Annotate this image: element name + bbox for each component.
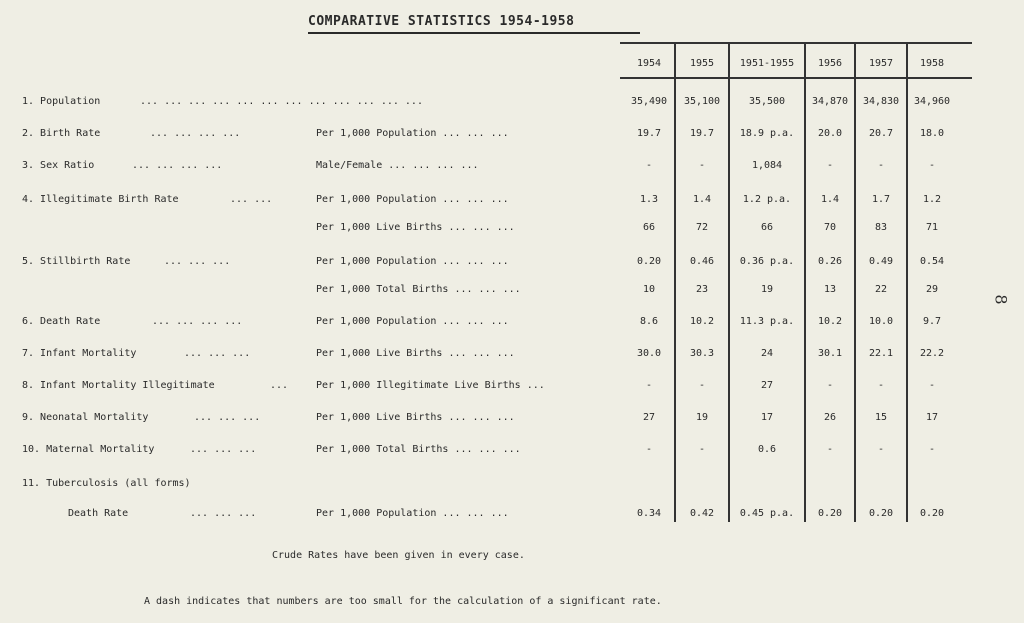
row-unit: Per 1,000 Live Births ... ... ... [316,412,515,423]
row-label: 6. Death Rate [22,316,101,327]
table-cell: 1.2 p.a. [742,194,792,205]
table-cell: 11.3 p.a. [739,316,795,327]
row-unit: Per 1,000 Total Births ... ... ... [316,444,521,455]
row-unit: Per 1,000 Total Births ... ... ... [316,284,521,295]
table-cell: 23 [695,284,709,295]
column-header: 1957 [868,58,894,69]
row-leader-dots: ... ... ... [164,256,231,267]
row-label: 7. Infant Mortality [22,348,137,359]
table-cell: 0.36 p.a. [739,256,795,267]
table-cell: - [928,444,936,455]
table-cell: 0.54 [919,256,945,267]
header-rule [620,77,972,79]
row-label: 5. Stillbirth Rate [22,256,131,267]
column-header: 1954 [636,58,662,69]
table-cell: 19.7 [636,128,662,139]
table-cell: - [877,444,885,455]
table-cell: - [698,160,706,171]
table-cell: 8.6 [639,316,659,327]
table-row [0,444,1024,460]
table-cell: 19 [760,284,774,295]
row-leader-dots: ... ... ... [194,412,261,423]
table-cell: 0.20 [636,256,662,267]
row-leader-dots: ... ... [230,194,273,205]
table-cell: 19.7 [689,128,715,139]
table-cell: - [928,380,936,391]
row-leader-dots: ... ... ... ... ... ... ... ... ... ... ... ... [140,96,423,107]
table-cell: 22.2 [919,348,945,359]
table-cell: 0.20 [919,508,945,519]
table-cell: 1.4 [820,194,840,205]
table-cell: 10.2 [817,316,843,327]
table-cell: 18.0 [919,128,945,139]
table-cell: - [877,380,885,391]
row-unit: Per 1,000 Population ... ... ... [316,316,509,327]
column-header: 1951-1955 [739,58,795,69]
row-leader-dots: ... [270,380,289,391]
row-label: 9. Neonatal Mortality [22,412,149,423]
row-leader-dots: ... ... ... [190,444,257,455]
table-cell: 1.4 [692,194,712,205]
table-cell: 35,500 [748,96,786,107]
table-cell: 24 [760,348,774,359]
table-cell: 0.20 [868,508,894,519]
table-cell: - [826,380,834,391]
table-cell: 1.2 [922,194,942,205]
table-row [0,412,1024,428]
table-cell: - [826,444,834,455]
table-cell: 34,960 [913,96,951,107]
table-cell: 35,100 [683,96,721,107]
table-cell: 10.0 [868,316,894,327]
table-cell: 17 [925,412,939,423]
table-cell: 83 [874,222,888,233]
table-cell: 0.6 [757,444,777,455]
table-cell: 20.7 [868,128,894,139]
table-cell: 10.2 [689,316,715,327]
table-cell: 22 [874,284,888,295]
table-cell: 0.45 p.a. [739,508,795,519]
table-row [0,256,1024,272]
table-cell: - [826,160,834,171]
table-top-rule [620,42,972,44]
table-cell: 72 [695,222,709,233]
table-cell: 30.1 [817,348,843,359]
table-row [0,380,1024,396]
table-cell: 0.49 [868,256,894,267]
page-title: COMPARATIVE STATISTICS 1954-1958 [308,14,575,29]
row-label: 2. Birth Rate [22,128,101,139]
table-row [0,96,1024,112]
table-cell: 1.3 [639,194,659,205]
table-row [0,194,1024,210]
table-cell: 18.9 p.a. [739,128,795,139]
row-leader-dots: ... ... ... [184,348,251,359]
table-cell: 70 [823,222,837,233]
row-unit: Per 1,000 Illegitimate Live Births ... [316,380,545,391]
table-cell: 13 [823,284,837,295]
row-unit: Per 1,000 Population ... ... ... [316,256,509,267]
table-cell: 0.34 [636,508,662,519]
row-leader-dots: ... ... ... ... [150,128,241,139]
table-cell: 17 [760,412,774,423]
table-cell: 10 [642,284,656,295]
row-leader-dots: ... ... ... ... [152,316,243,327]
row-label: 1. Population [22,96,101,107]
table-row [0,284,1024,300]
row-label: 11. Tuberculosis (all forms) [22,478,191,489]
row-leader-dots: ... ... ... ... [132,160,223,171]
table-cell: 0.26 [817,256,843,267]
row-unit: Male/Female ... ... ... ... [316,160,479,171]
table-row [0,222,1024,238]
row-label: 4. Illegitimate Birth Rate [22,194,179,205]
row-unit: Per 1,000 Population ... ... ... [316,128,509,139]
title-underline [308,32,640,34]
table-cell: 9.7 [922,316,942,327]
note-dash-meaning: A dash indicates that numbers are too small for the calculation of a significant rate. [144,596,662,607]
table-cell: - [645,444,653,455]
table-cell: 35,490 [630,96,668,107]
table-cell: - [928,160,936,171]
table-row [0,128,1024,144]
table-cell: 71 [925,222,939,233]
table-cell: 34,870 [811,96,849,107]
row-unit: Per 1,000 Population ... ... ... [316,194,509,205]
table-cell: 0.20 [817,508,843,519]
table-cell: 26 [823,412,837,423]
table-cell: 66 [642,222,656,233]
column-header: 1956 [817,58,843,69]
table-cell: 30.0 [636,348,662,359]
table-cell: 30.3 [689,348,715,359]
table-cell: 29 [925,284,939,295]
table-cell: 0.42 [689,508,715,519]
table-cell: 22.1 [868,348,894,359]
row-label: Death Rate [68,508,129,519]
table-row [0,160,1024,176]
table-cell: 27 [760,380,774,391]
row-label: 8. Infant Mortality Illegitimate [22,380,215,391]
row-unit: Per 1,000 Live Births ... ... ... [316,222,515,233]
table-cell: - [877,160,885,171]
table-row [0,508,1024,524]
table-cell: 20.0 [817,128,843,139]
table-cell: 66 [760,222,774,233]
table-cell: 15 [874,412,888,423]
row-leader-dots: ... ... ... [190,508,257,519]
table-cell: - [698,444,706,455]
column-header: 1955 [689,58,715,69]
table-cell: 1,084 [751,160,783,171]
table-cell: - [645,160,653,171]
column-header: 1958 [919,58,945,69]
table-cell: - [645,380,653,391]
table-cell: 1.7 [871,194,891,205]
table-row [0,316,1024,332]
table-cell: 27 [642,412,656,423]
table-row [0,348,1024,364]
row-label: 10. Maternal Mortality [22,444,155,455]
row-label: 3. Sex Ratio [22,160,95,171]
table-cell: - [698,380,706,391]
table-cell: 0.46 [689,256,715,267]
note-crude-rates: Crude Rates have been given in every case. [272,550,525,561]
row-unit: Per 1,000 Live Births ... ... ... [316,348,515,359]
row-unit: Per 1,000 Population ... ... ... [316,508,509,519]
table-cell: 34,830 [862,96,900,107]
table-cell: 19 [695,412,709,423]
page-number: 8 [991,294,1011,305]
table-row [0,478,1024,494]
